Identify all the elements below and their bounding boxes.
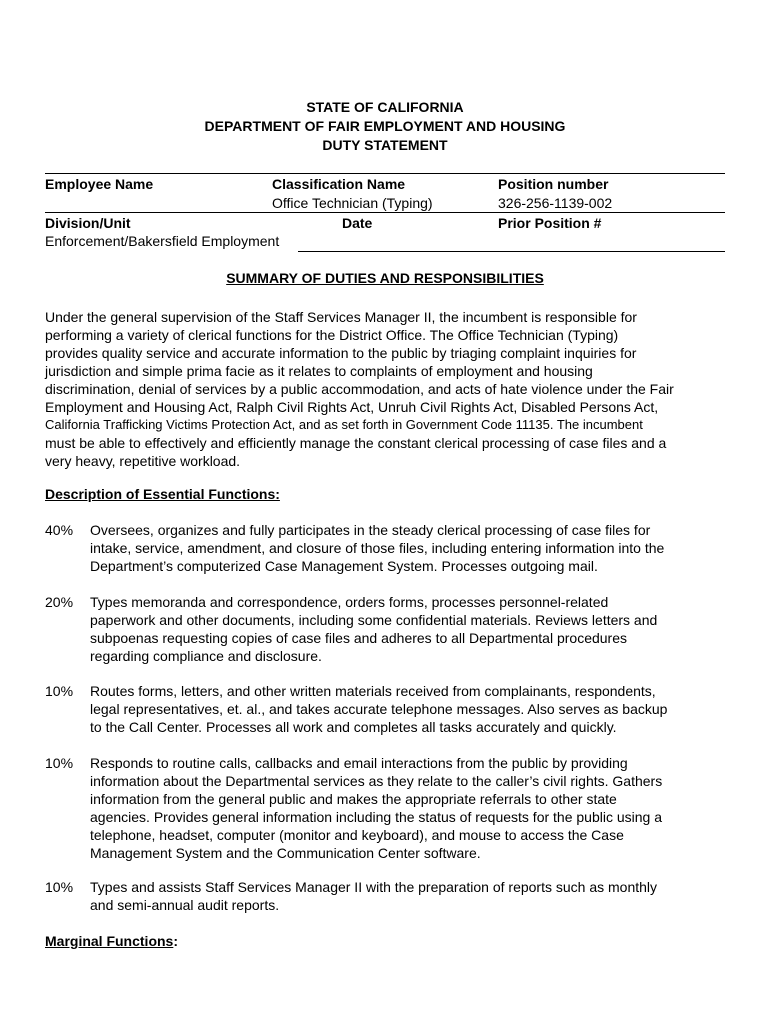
marginal-functions-heading [45, 933, 178, 949]
info-top-rule [45, 173, 725, 174]
summary-line: California Trafficking Victims Protection Act, and as set forth in Government Code 11135. The incumbent [45, 417, 643, 432]
duty-line: legal representatives, et. al., and takes accurate telephone messages. Also serves as backup [90, 701, 668, 717]
prior-position-label: Prior Position # [498, 215, 602, 231]
duty-line: Types and assists Staff Services Manager II with the preparation of reports such as monthly [90, 879, 658, 895]
duty-percent: 20% [45, 594, 74, 610]
summary-line: must be able to effectively and efficiently manage the constant clerical processing of case files and a [45, 435, 667, 451]
duty-percent: 10% [45, 879, 74, 895]
document-header [0, 98, 770, 155]
duty-description [90, 754, 730, 862]
duty-description [90, 593, 730, 665]
essential-functions-heading: Description of Essential Functions: [45, 486, 280, 502]
duty-line: subpoenas requesting copies of case files and adheres to all Departmental procedures [90, 630, 627, 646]
info-bottom-rule [298, 251, 725, 252]
duty-line: paperwork and other documents, including some confidential materials. Reviews letters and [90, 612, 658, 628]
duty-line: regarding compliance and disclosure. [90, 648, 322, 664]
duty-line: Department’s computerized Case Management System. Processes outgoing mail. [90, 558, 598, 574]
duty-line: Routes forms, letters, and other written materials received from complainants, respondents, [90, 683, 656, 699]
duty-line: Responds to routine calls, callbacks and email interactions from the public by providing [90, 755, 628, 771]
duty-line: Management System and the Communication Center software. [90, 845, 481, 861]
summary-line: very heavy, repetitive workload. [45, 453, 241, 469]
duty-line: agencies. Provides general information including the status of requests for the public using a [90, 809, 663, 825]
classification-value: Office Technician (Typing) [272, 195, 433, 211]
employee-name-label: Employee Name [45, 176, 154, 192]
duty-description [90, 682, 730, 736]
header-department: DEPARTMENT OF FAIR EMPLOYMENT AND HOUSING [204, 118, 566, 134]
duty-description [90, 521, 730, 575]
duty-line: telephone, headset, computer (monitor and keyboard), and mouse to access the Case [90, 827, 624, 843]
division-label: Division/Unit [45, 215, 131, 231]
duty-percent: 10% [45, 683, 74, 699]
header-document-title: DUTY STATEMENT [322, 137, 448, 153]
summary-line: discrimination, denial of services by a public accommodation, and acts of hate violence under the Fair [45, 381, 674, 397]
duty-line: to the Call Center. Processes all work and completes all tasks accurately and quickly. [90, 719, 617, 735]
summary-paragraph [45, 308, 725, 470]
summary-line: jurisdiction and simple prima facie as it relates to complaints of employment and housing [45, 363, 593, 379]
duty-percent: 40% [45, 522, 74, 538]
info-middle-rule [45, 212, 725, 213]
division-value: Enforcement/Bakersfield Employment [45, 233, 280, 249]
duty-line: information about the Departmental services as they relate to the caller’s civil rights. Gathers [90, 773, 663, 789]
duty-line: Types memoranda and correspondence, orders forms, processes personnel-related [90, 594, 609, 610]
summary-line: provides quality service and accurate information to the public by triaging complaint inquiries for [45, 345, 637, 361]
summary-line: Under the general supervision of the Staff Services Manager II, the incumbent is responsible for [45, 309, 637, 325]
duty-line: Oversees, organizes and fully participates in the steady clerical processing of case files for [90, 522, 651, 538]
header-state: STATE OF CALIFORNIA [306, 99, 464, 115]
duty-percent: 10% [45, 755, 74, 771]
summary-line: Employment and Housing Act, Ralph Civil Rights Act, Unruh Civil Rights Act, Disabled Persons Act, [45, 399, 659, 415]
marginal-functions-colon: : [173, 933, 179, 949]
summary-title: SUMMARY OF DUTIES AND RESPONSIBILITIES [226, 270, 544, 286]
date-label: Date [342, 215, 373, 231]
duty-line: and semi-annual audit reports. [90, 897, 280, 913]
position-number-value: 326-256-1139-002 [498, 195, 613, 211]
classification-label: Classification Name [272, 176, 406, 192]
duty-line: information from the general public and makes the appropriate referrals to other state [90, 791, 617, 807]
marginal-functions-title: Marginal Functions [45, 933, 174, 949]
position-number-label: Position number [498, 176, 609, 192]
summary-line: performing a variety of clerical functions for the District Office. The Office Technician (Typing) [45, 327, 619, 343]
duty-line: intake, service, amendment, and closure of those files, including entering information into the [90, 540, 665, 556]
duty-description [90, 878, 730, 914]
